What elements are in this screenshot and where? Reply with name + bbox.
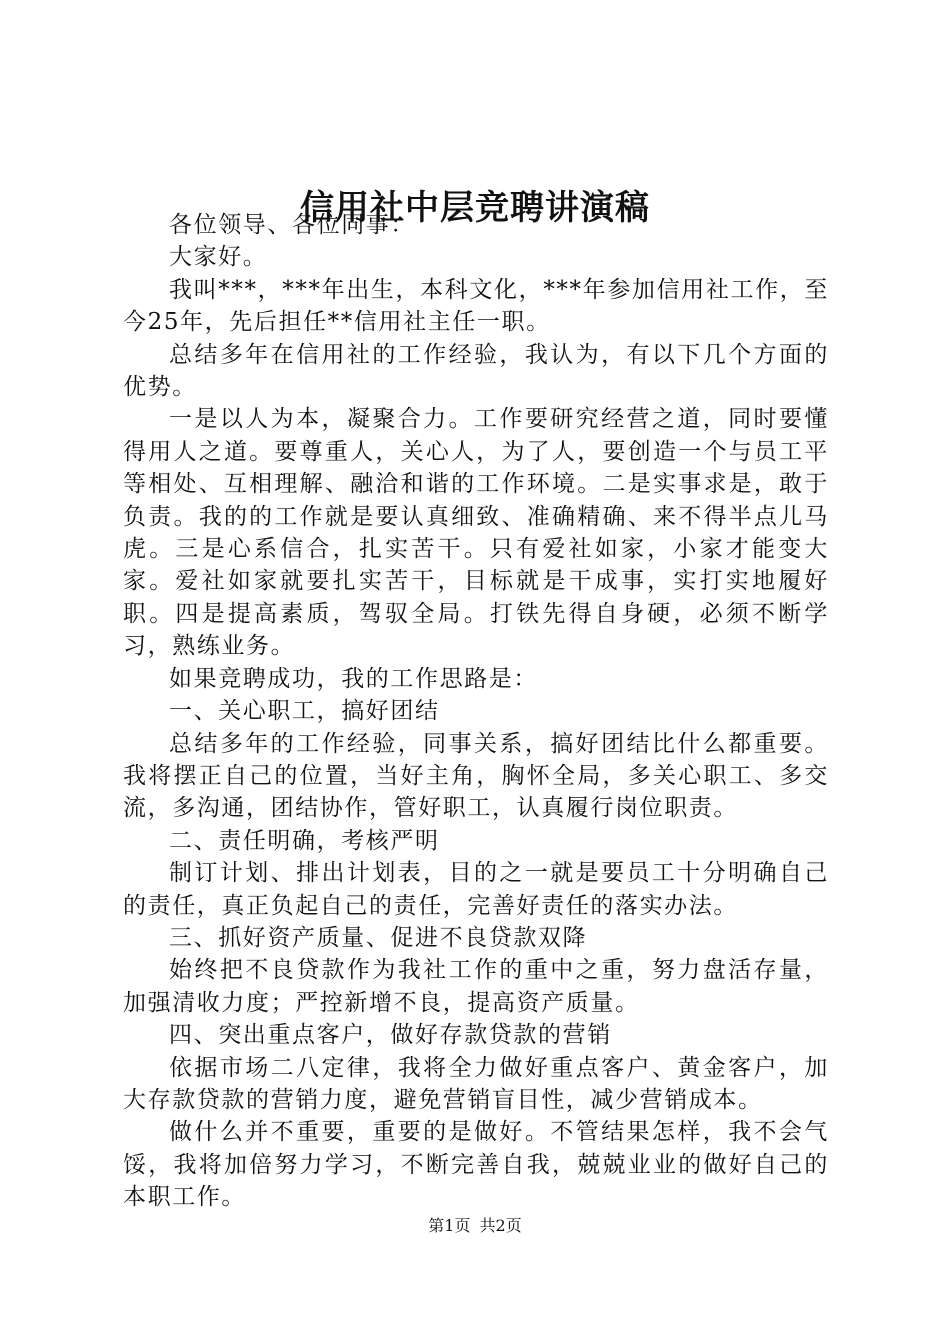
page-footer (0, 1214, 950, 1238)
section-heading-3: 三、抓好资产质量、促进不良贷款双降 (169, 924, 588, 951)
page-number: 第1页 (428, 1216, 471, 1235)
section-heading-2: 二、责任明确，考核严明 (169, 827, 440, 854)
paragraph-section-1: 总结多年的工作经验，同事关系，搞好团结比什么都重要。我将摆正自己的位置，当好主角，胸怀全局，多关心职工、多交流，多沟通，团结协作，管好职工，认真履行岗位职责。 (123, 730, 829, 822)
paragraph-intro: 我叫***，***年出生，本科文化，***年参加信用社工作，至今25年，先后担任**信用社主任一职。 (123, 276, 829, 336)
document-body (123, 209, 829, 1214)
paragraph-plan-lead: 如果竞聘成功，我的工作思路是： (169, 665, 538, 692)
paragraph-hello: 大家好。 (169, 244, 268, 271)
paragraph-advantages: 一是以人为本，凝聚合力。工作要研究经营之道，同时要懂得用人之道。要尊重人，关心人，为了人，要创造一个与员工平等相处、互相理解、融洽和谐的工作环境。二是实事求是，敢于负责。我的的工作就是要认真细致、准确精确、来不得半点儿马虎。三是心系信合，扎实苦干。只有爱社如家，小家才能变大家。爱社如家就要扎实苦干，目标就是干成事，实打实地履好职。四是提高素质，驾驭全局。打铁先得自身硬，必须不断学习，熟练业务。 (123, 406, 829, 660)
page-total: 共2页 (479, 1216, 522, 1235)
section-heading-1: 一、关心职工，搞好团结 (169, 698, 440, 725)
document-title: 信用社中层竞聘讲演稿 (300, 188, 650, 228)
paragraph-greeting: 各位领导、各位同事： (169, 212, 415, 238)
paragraph-section-2: 制订计划、排出计划表，目的之一就是要员工十分明确自己的责任，真正负起自己的责任，完善好责任的落实办法。 (123, 860, 829, 919)
section-heading-4: 四、突出重点客户，做好存款贷款的营销 (169, 1022, 612, 1049)
paragraph-closing: 做什么并不重要，重要的是做好。不管结果怎样，我不会气馁，我将加倍努力学习，不断完善自我，兢兢业业的做好自己的本职工作。 (123, 1119, 829, 1211)
paragraph-section-3: 始终把不良贷款作为我社工作的重中之重，努力盘活存量，加强清收力度；严控新增不良，提高资产质量。 (123, 957, 829, 1016)
paragraph-section-4: 依据市场二八定律，我将全力做好重点客户、黄金客户，加大存款贷款的营销力度，避免营销盲目性，减少营销成本。 (123, 1054, 829, 1113)
paragraph-advantages-lead: 总结多年在信用社的工作经验，我认为，有以下几个方面的优势。 (123, 341, 829, 401)
